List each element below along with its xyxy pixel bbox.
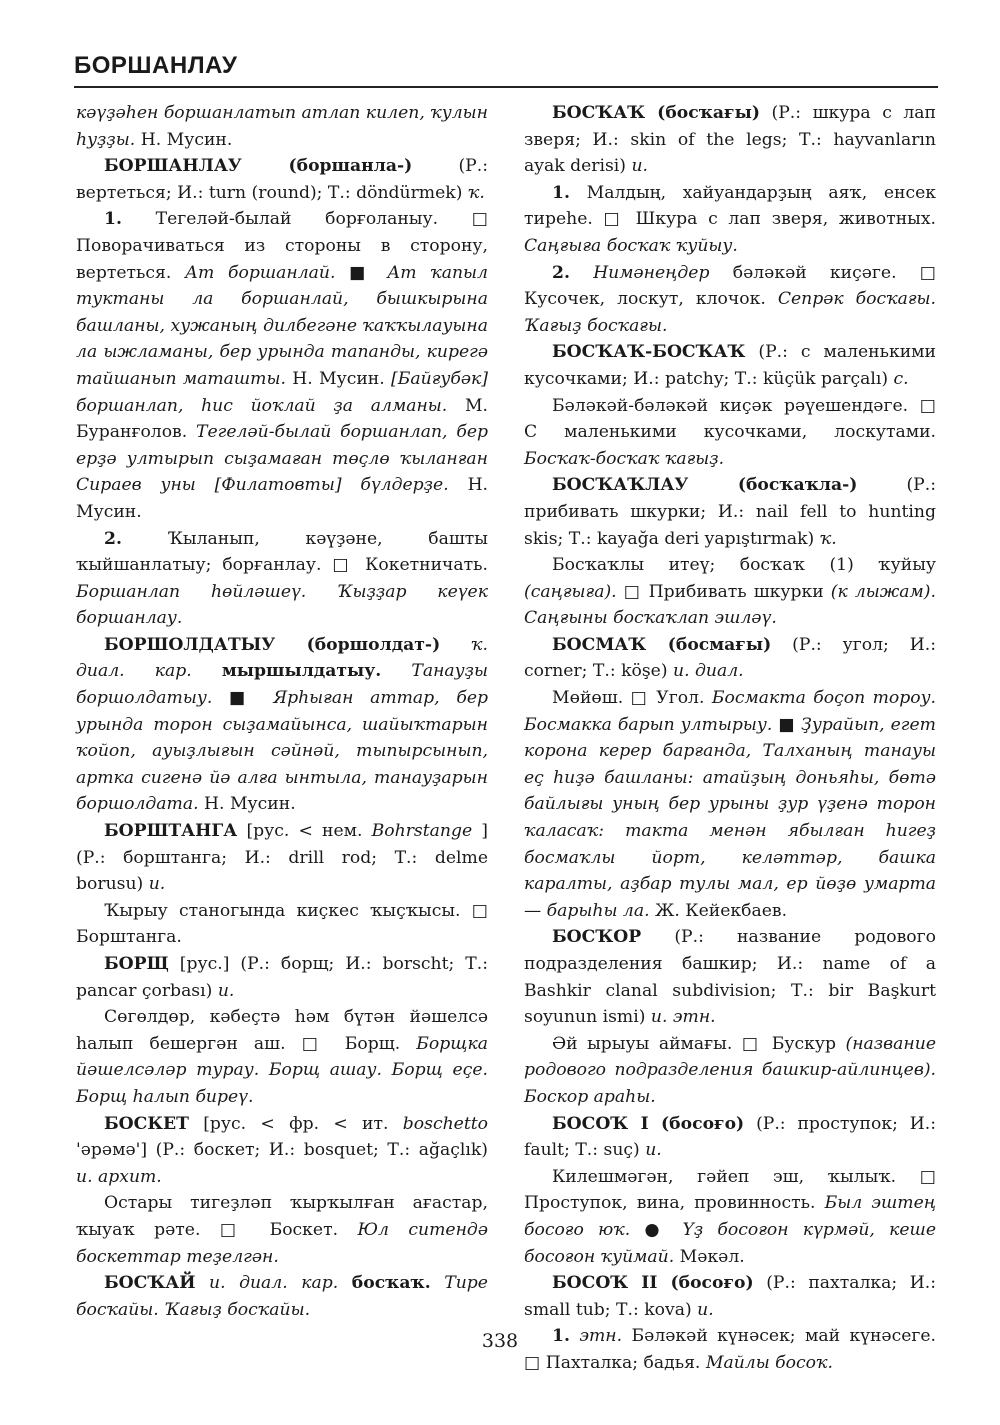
- italic-text: (название родового подразделения башкир-айлинцев). Боскор араһы.: [524, 1033, 936, 1107]
- body-text: ■: [778, 714, 796, 735]
- italic-text: Был эштең босоғо юҡ.: [524, 1193, 936, 1240]
- dictionary-paragraph: [76, 632, 488, 818]
- body-text: (Р.: пахталка; И.: small tub; Т.: kova): [524, 1273, 937, 1320]
- body-text: Малдың, хайуандарҙың аяҡ, енсек тиреһе. □ Шкура с лап зверя, животных.: [524, 182, 937, 230]
- body-text: бәләкәй киҫәге. □ Кусочек, лоскут, клочок.: [524, 262, 937, 310]
- italic-text: и.: [217, 980, 235, 1001]
- headword-text: босҡаҡ.: [351, 1273, 431, 1294]
- headword-text: БОРЩ: [104, 954, 169, 974]
- dictionary-paragraph: [76, 100, 488, 153]
- running-head: БОРШАНЛАУ: [74, 52, 238, 79]
- italic-text: Ҙурайып, егет корона керер барғанда, Талханың танауы еҫ һиҙә башланы: атайҙың доньяһы, бөтә байлығы уның бер урыны ҙур үҙенә торон ҡаласаҡ: такта менән ябылған һигеҙ босмаҡлы йорт, келәттәр, башка каралты, аҙбар тулы мал, ер йөҙө умарта — барыһы ла.: [524, 714, 936, 921]
- italic-text: Сепрәк босҡағы. Ҡағыҙ босҡағы.: [524, 289, 937, 336]
- italic-text: Майлы босоҡ.: [705, 1352, 833, 1373]
- body-text: (Р.: с маленькими кусочками; И.: patchy; Т.: küçük parçalı): [524, 342, 936, 389]
- body-text: (Р.: название родового подразделения башкир; И.: name of a Bashkir clanal subdivision; Т.: bir Başkurt soyunun ismi): [524, 927, 936, 1028]
- body-text: (Р.: вертеться; И.: turn (round); Т.: döndürmek): [76, 156, 488, 203]
- body-text: Босҡаҡлы итеү; босҡаҡ (1) ҡуйыу: [552, 555, 936, 576]
- dictionary-paragraph: [524, 1111, 936, 1164]
- italic-text: ҡ. диал. кар.: [76, 634, 488, 682]
- italic-text: Саңғыға босҡаҡ ҡуйыу.: [524, 235, 738, 256]
- body-text: Ж. Кейекбаев.: [655, 900, 788, 921]
- page-number: 338: [481, 1330, 519, 1352]
- headword-text: БОРШТАНГА: [104, 821, 238, 842]
- headword-text: БОСҠАҠЛАУ (босҡаҡла-): [552, 475, 858, 496]
- dictionary-paragraph: [524, 924, 936, 1030]
- italic-text: Ат ҡапыл туктаны ла боршанлай, бышкырына башланы, хужаның дилбегәне ҡаҡҡылауына ла ыжламаны, бер урында тапанды, кирегә тайшанып маташты.: [76, 262, 488, 389]
- body-text: Сөгөлдөр, кәбеҫтә һәм бүтән йәшелсә һалып бешергән аш. □ Борщ.: [76, 1007, 488, 1054]
- header-rule: [74, 86, 938, 88]
- headword-text: 1.: [552, 1326, 570, 1347]
- body-text: [рус. < фр. < ит.: [203, 1113, 389, 1134]
- italic-text: Ат боршанлай.: [185, 262, 336, 283]
- body-text: Н. Мусин.: [76, 475, 489, 522]
- italic-text: Босҡаҡ-босҡаҡ ҡағыҙ.: [524, 448, 725, 469]
- italic-text: и. архит.: [76, 1166, 162, 1187]
- body-text: Мәкәл.: [679, 1246, 745, 1267]
- dictionary-paragraph: [76, 526, 488, 632]
- italic-text: Танауҙы боршолдатыу.: [76, 661, 489, 709]
- headword-text: 2.: [104, 528, 122, 549]
- body-text: Ҡыланып, кәүҙәне, башты ҡыйшанлатыу; борғанлау. □ Кокетничать.: [76, 528, 488, 576]
- body-text: М. Буранғолов.: [76, 395, 488, 443]
- body-text: Н. Мусин.: [140, 129, 233, 150]
- body-text: Бәләкәй-бәләкәй киҫәк рәүешендәге. □ С маленькими кусочками, лоскутами.: [524, 395, 936, 443]
- italic-text: Нимәнеңдер: [593, 262, 710, 283]
- italic-text: и. диал.: [673, 661, 744, 682]
- italic-text: [Байғубәк] боршанлап, һис йоҡлай ҙа алманы.: [76, 368, 488, 416]
- italic-text: boschetto: [402, 1113, 488, 1134]
- headword-text: 2.: [552, 262, 570, 283]
- dictionary-paragraph: [524, 339, 936, 392]
- headword-text: БОСҠАҠ-БОСҠАҠ: [552, 342, 746, 363]
- body-text: Н. Мусин.: [292, 368, 385, 389]
- body-text: Әй ырыуы аймағы. □ Бускур: [552, 1033, 836, 1054]
- headword-text: БОСҠОР: [552, 927, 642, 948]
- italic-text: Тире босҡайы. Ҡағыҙ босҡайы.: [76, 1273, 488, 1320]
- dictionary-paragraph: [76, 898, 488, 951]
- dictionary-paragraph: [76, 206, 488, 525]
- dictionary-paragraph: [76, 1111, 488, 1191]
- page-header: [74, 52, 938, 80]
- italic-text: Борщка йәшелсәләр турау. Борщ ашау. Борщ еҫе. Борщ һалып биреү.: [76, 1033, 488, 1107]
- body-text: Тегеләй-былай борғоланыу. □ Поворачиваться из стороны в сторону, вертеться.: [76, 209, 488, 283]
- italic-text: Үҙ босоғон күрмәй, кеше босоғон ҡуймай.: [524, 1219, 937, 1267]
- italic-text: ҡ.: [467, 182, 485, 203]
- body-text: (Р.: шкура с лап зверя; И.: skin of the legs; Т.: hayvanların ayak derisi): [524, 103, 936, 177]
- body-text: Килешмәгән, гәйеп эш, ҡылыҡ. □ Проступок, вина, провинность.: [524, 1166, 936, 1214]
- dictionary-paragraph: [524, 472, 936, 552]
- body-text: Ҡырыу станогында киҫкес ҡыҫҡысы. □ Борштанга.: [76, 900, 488, 948]
- headword-text: БОСКЕТ: [104, 1113, 189, 1134]
- body-text: 'әрәмә'] (Р.: боскет; И.: bosquet; Т.: ağaçlık): [76, 1140, 488, 1161]
- body-text: [рус. < нем.: [246, 821, 363, 842]
- italic-text: и.: [697, 1299, 714, 1320]
- headword-text: БОСҠАҠ (босҡағы): [552, 103, 760, 123]
- italic-text: и.: [148, 874, 166, 895]
- italic-text: и. этн.: [650, 1007, 716, 1028]
- italic-text: ҡ.: [819, 528, 837, 549]
- dictionary-paragraph: [524, 100, 936, 180]
- body-text: ●: [644, 1219, 669, 1240]
- body-text: ] (Р.: борштанга; И.: drill rod; Т.: delme borusu): [76, 821, 489, 895]
- body-text: (Р.: прибивать шкурки; И.: nail fell to hunting skis; Т.: kayağa deri yapıştırmak): [524, 475, 936, 549]
- italic-text: и.: [631, 156, 649, 177]
- left-column: [76, 100, 488, 1323]
- body-text: ■: [229, 688, 257, 709]
- headword-text: БОСҠАЙ: [104, 1273, 196, 1294]
- body-text: (Р.: угол; И.: corner; Т.: köşe): [524, 634, 937, 682]
- headword-text: БОРШОЛДАТЫУ (боршолдат-): [104, 634, 441, 655]
- dictionary-paragraph: [76, 818, 488, 898]
- dictionary-paragraph: [524, 1270, 936, 1323]
- dictionary-paragraph: [524, 260, 936, 340]
- italic-text: Юл ситендә боскеттар теҙелгән.: [76, 1219, 488, 1267]
- italic-text: Bohrstange: [371, 821, 473, 842]
- headword-text: БОСМАҠ (босмағы): [552, 634, 772, 655]
- body-text: □ Прибивать шкурки: [623, 581, 824, 602]
- italic-text: (саңғыға).: [524, 581, 617, 602]
- body-text: Бәләкәй күнәсек; май күнәсеге. □ Пахталка; бадья.: [524, 1326, 937, 1373]
- italic-text: кәүҙәһен боршанлатып атлап килеп, ҡулын һуҙҙы.: [76, 103, 488, 150]
- body-text: ■: [349, 262, 374, 283]
- dictionary-paragraph: [76, 1190, 488, 1270]
- dictionary-paragraph: [76, 1004, 488, 1110]
- body-text: [рус.] (Р.: борщ; И.: borscht; Т.: pancar çorbası): [76, 954, 489, 1001]
- dictionary-paragraph: [524, 1164, 936, 1270]
- right-column: [524, 100, 936, 1377]
- dictionary-paragraph: [524, 1031, 936, 1111]
- dictionary-paragraph: [524, 685, 936, 924]
- italic-text: и.: [645, 1140, 662, 1161]
- italic-text: Боршанлап һөйләшеү. Ҡыҙҙар кеүек боршанлау.: [76, 581, 488, 629]
- body-text: Остары тигеҙләп ҡырҡылған ағастар, ҡыуаҡ рәте. □ Боскет.: [76, 1193, 488, 1240]
- body-text: Мөйөш. □ Угол.: [552, 688, 705, 709]
- italic-text: Босмакта боҫоп тороу. Босмакка барып ултырыу.: [524, 688, 937, 735]
- dictionary-paragraph: [76, 153, 488, 206]
- dictionary-paragraph: [76, 1270, 488, 1323]
- dictionary-paragraph: [524, 393, 936, 473]
- dictionary-paragraph: [76, 951, 488, 1004]
- italic-text: Ярһыған аттар, бер урында торон сыҙамайынса, шайыҡтарын ҡойоп, ауыҙлығын сәйнәй, тыпырсынып, артка сигенә йә алға ынтыла, танауҙарын боршолдата.: [76, 688, 489, 815]
- headword-text: БОСОҠ II (босоғо): [552, 1273, 754, 1294]
- italic-text: этн.: [579, 1326, 623, 1347]
- headword-text: БОСОҠ I (босоғо): [552, 1113, 745, 1134]
- headword-text: БОРШАНЛАУ (боршанла-): [104, 156, 413, 177]
- body-text: (Р.: проступок; И.: fault; Т.: suç): [524, 1113, 936, 1161]
- italic-text: и. диал. кар.: [209, 1273, 339, 1294]
- italic-text: с.: [893, 368, 909, 389]
- italic-text: (к лыжам). Саңғыны босҡаҡлап эшләү.: [524, 581, 936, 629]
- headword-text: 1.: [104, 209, 122, 230]
- dictionary-paragraph: [524, 552, 936, 632]
- dictionary-paragraph: [524, 632, 936, 685]
- headword-text: мыршылдатыу.: [221, 661, 382, 682]
- dictionary-paragraph: [524, 180, 936, 260]
- body-text: Н. Мусин.: [204, 794, 296, 815]
- italic-text: Тегеләй-былай боршанлап, бер ерҙә ултырып сыҙамаған төҫлө ҡыланған Сираев уны [Филатовты] бүлдерҙе.: [76, 422, 488, 496]
- headword-text: 1.: [552, 182, 570, 203]
